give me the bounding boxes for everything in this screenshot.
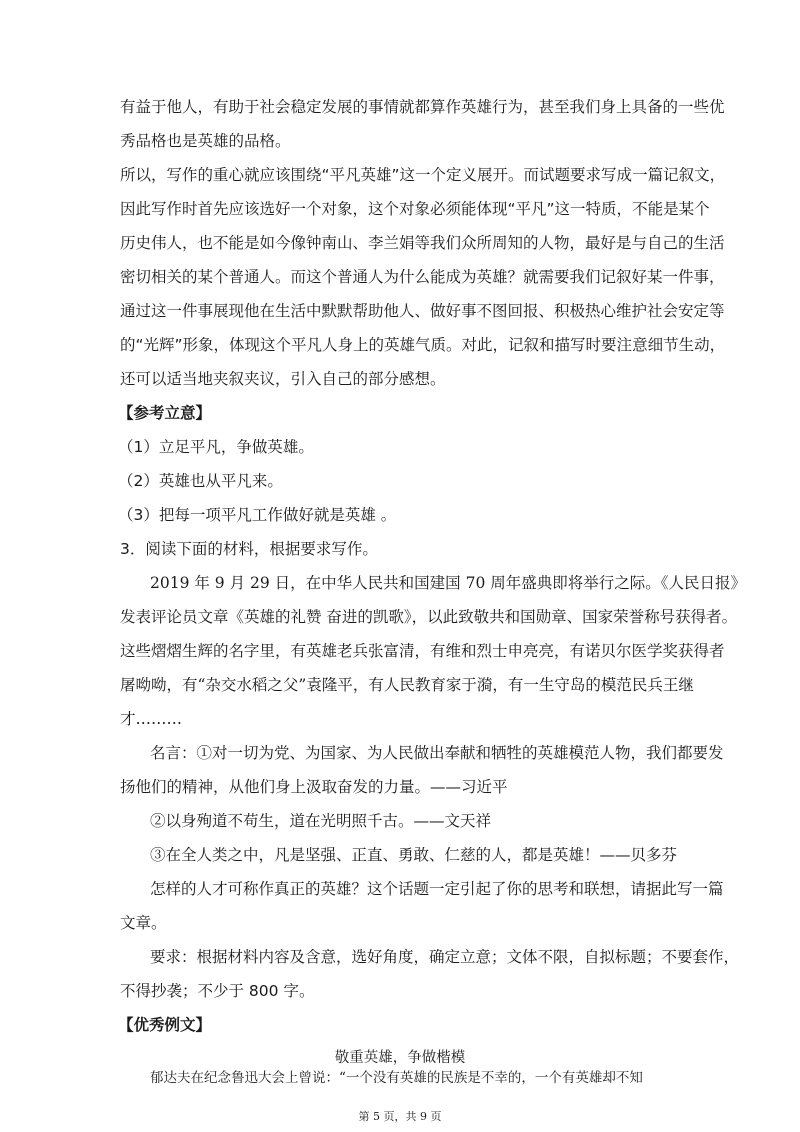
quote-line: ③在全人类之中，凡是坚强、正直、勇敢、仁慈的人，都是英雄！——贝多芬 (150, 846, 678, 864)
list-item: （2）英雄也从平凡来。 (118, 472, 283, 490)
body-line: 所以，写作的重心就应该围绕“平凡英雄”这一个定义展开。而试题要求写成一篇记叙文， (120, 166, 726, 184)
body-line: 还可以适当地夹叙夹议，引入自己的部分感想。 (120, 370, 446, 388)
quote-line: 名言：①对一切为党、为国家、为人民做出奉献和牺牲的英雄模范人物，我们都要发 (150, 744, 724, 762)
question-prompt: 3．阅读下面的材料，根据要求写作。 (120, 540, 378, 558)
material-line: 2019 年 9 月 29 日，在中华人民共和国建国 70 周年盛典即将举行之际。《人民日报》 (150, 574, 746, 592)
quote-line: 扬他们的精神，从他们身上汲取奋发的力量。——习近平 (120, 778, 508, 796)
material-line: 发表评论员文章《英雄的礼赞 奋进的凯歌》，以此致敬共和国勋章、国家荣誉称号获得者。 (120, 608, 738, 626)
essay-title: 敬重英雄，争做楷模 (334, 1050, 466, 1066)
material-line: 这些熠熠生辉的名字里，有英雄老兵张富清，有维和烈士申亮亮，有诺贝尔医学奖获得者 (120, 642, 725, 660)
list-item: （1）立足平凡，争做英雄。 (118, 438, 314, 456)
list-item: （3）把每一项平凡工作做好就是英雄 。 (118, 506, 397, 524)
section-heading-reference: 【参考立意】 (118, 404, 212, 422)
body-line: 密切相关的某个普通人。而这个普通人为什么能成为英雄？就需要我们记叙好某一件事， (120, 268, 725, 286)
body-line: 的“光辉”形象，体现这个平凡人身上的英雄气质。对此，记叙和描写时要注意细节生动， (120, 336, 726, 354)
page-footer: 第 5 页，共 9 页 (358, 1110, 442, 1123)
question-line: 怎样的人才可称作真正的英雄？这个话题一定引起了你的思考和联想，请据此写一篇 (150, 880, 724, 898)
section-heading-essay: 【优秀例文】 (118, 1016, 212, 1034)
material-line: 屠呦呦，有“杂交水稻之父”袁隆平，有人民教育家于漪，有一生守岛的模范民兵王继 (120, 676, 694, 694)
body-line: 通过这一件事展现他在生活中默默帮助他人、做好事不图回报、积极热心维护社会安定等 (120, 302, 725, 320)
requirements-line: 要求：根据材料内容及含意，选好角度，确定立意；文体不限，自拟标题；不要套作， (150, 948, 740, 966)
essay-first-line: 郁达夫在纪念鲁迅大会上曾说：“一个没有英雄的民族是不幸的，一个有英雄却不知 (150, 1070, 643, 1086)
question-line: 文章。 (120, 914, 167, 932)
requirements-line: 不得抄袭；不少于 800 字。 (120, 982, 315, 1000)
body-line: 历史伟人，也不能是如今像钟南山、李兰娟等我们众所周知的人物，最好是与自己的生活 (120, 234, 725, 252)
material-line: 才……… (120, 710, 183, 728)
body-line: 因此写作时首先应该选好一个对象，这个对象必须能体现“平凡”这一特质，不能是某个 (120, 200, 710, 218)
quote-line: ②以身殉道不苟生，道在光明照千古。——文天祥 (150, 812, 492, 830)
body-line: 秀品格也是英雄的品格。 (120, 132, 291, 150)
body-line: 有益于他人，有助于社会稳定发展的事情就都算作英雄行为，甚至我们身上具备的一些优 (120, 98, 725, 116)
